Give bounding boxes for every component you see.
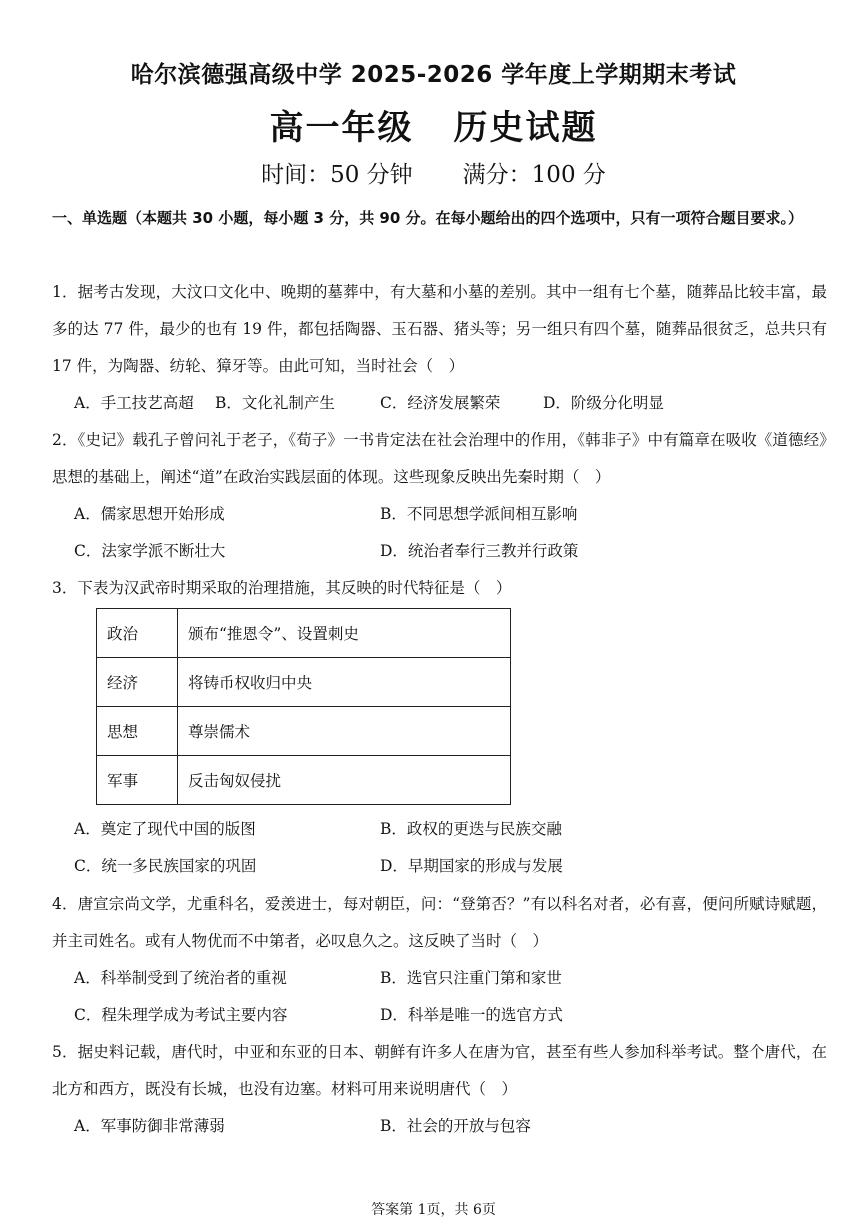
exam-meta — [0, 156, 867, 189]
table-cell-measure: 颁布“推恩令”、设置刺史 — [178, 609, 511, 658]
question-stem: 2．《史记》载孔子曾问礼于老子，《荀子》一书肯定法在社会治理中的作用，《韩非子》中有篇章在吸收《道德经》思想的基础上，阐述“道”在政治实践层面的体现。这些现象反映出先秦时期（ ） — [52, 431, 827, 486]
exam-title — [0, 100, 867, 149]
table-row — [97, 609, 511, 658]
table-cell-category: 思想 — [97, 707, 178, 756]
question-1 — [52, 274, 827, 422]
option-c[interactable]: C．经济发展繁荣 — [380, 394, 501, 412]
grade-label: 高一年级 — [269, 108, 414, 148]
options-row — [52, 496, 827, 533]
table-cell-category: 经济 — [97, 658, 178, 707]
question-4 — [52, 886, 827, 1034]
option-a[interactable]: A．科举制受到了统治者的重视 — [74, 969, 287, 987]
option-c[interactable]: C．统一多民族国家的巩固 — [74, 857, 257, 875]
option-d[interactable]: D．阶级分化明显 — [543, 394, 664, 412]
option-b[interactable]: B．社会的开放与包容 — [380, 1117, 531, 1135]
school-title: 哈尔滨德强高级中学 2025-2026 学年度上学期期末考试 — [130, 62, 737, 88]
option-b[interactable]: B．政权的更迭与民族交融 — [380, 820, 562, 838]
time-label: 时间：50 分钟 — [261, 162, 413, 188]
option-d[interactable]: D．统治者奉行三教并行政策 — [380, 542, 579, 560]
question-5 — [52, 1034, 827, 1145]
option-b[interactable]: B．不同思想学派间相互影响 — [380, 505, 578, 523]
table-row — [97, 756, 511, 805]
options-row — [52, 848, 827, 885]
question-stem: 1．据考古发现，大汶口文化中、晚期的墓葬中，有大墓和小墓的差别。其中一组有七个墓，随葬品比较丰富，最多的达 77 件，最少的也有 19 件，都包括陶器、玉石器、猪头等；另一组只有四个墓，随葬品很贫乏，总共只有 17 件，为陶器、纺轮、獐牙等。由此可知，当时社会（ ） — [52, 283, 827, 375]
options-row — [52, 960, 827, 997]
question-3-stem: 3．下表为汉武帝时期采取的治理措施，其反映的时代特征是（ ） — [52, 579, 512, 597]
table-row — [97, 707, 511, 756]
options-row — [52, 811, 827, 848]
options-row — [52, 997, 827, 1034]
options-row — [52, 533, 827, 570]
option-a[interactable]: A．奠定了现代中国的版图 — [74, 820, 256, 838]
option-b[interactable]: B．选官只注重门第和家世 — [380, 969, 562, 987]
option-b[interactable]: B．文化礼制产生 — [215, 394, 335, 412]
question-3-options — [52, 811, 827, 885]
table-cell-category: 政治 — [97, 609, 178, 658]
table-cell-measure: 反击匈奴侵扰 — [178, 756, 511, 805]
option-d[interactable]: D．早期国家的形成与发展 — [380, 857, 563, 875]
measures-table — [96, 608, 511, 805]
table-cell-measure: 尊崇儒术 — [178, 707, 511, 756]
option-a[interactable]: A．军事防御非常薄弱 — [74, 1117, 225, 1135]
option-a[interactable]: A．手工技艺高超 — [74, 394, 194, 412]
question-stem: 5．据史料记载，唐代时，中亚和东亚的日本、朝鲜有许多人在唐为官，甚至有些人参加科举考试。整个唐代，在北方和西方，既没有长城，也没有边塞。材料可用来说明唐代（ ） — [52, 1043, 827, 1098]
score-label: 满分：100 分 — [462, 162, 606, 188]
question-2 — [52, 422, 827, 570]
options-row — [52, 1108, 827, 1145]
subject-label: 历史试题 — [453, 108, 598, 148]
table-row — [97, 658, 511, 707]
option-c[interactable]: C．程朱理学成为考试主要内容 — [74, 1006, 288, 1024]
option-c[interactable]: C．法家学派不断壮大 — [74, 542, 226, 560]
section-title: 一、单选题（本题共 30 小题，每小题 3 分，共 90 分。在每小题给出的四个选项中，只有一项符合题目要求。） — [52, 209, 804, 227]
question-stem: 4．唐宣宗尚文学，尤重科名，爱羡进士，每对朝臣，问：“登第否？”有以科名对者，必有喜，便问所赋诗赋题，并主司姓名。或有人物优而不中第者，必叹息久之。这反映了当时（ ） — [52, 895, 827, 950]
option-d[interactable]: D．科举是唯一的选官方式 — [380, 1006, 563, 1024]
table-cell-category: 军事 — [97, 756, 178, 805]
table-cell-measure: 将铸币权收归中央 — [178, 658, 511, 707]
options-row — [52, 385, 827, 422]
option-a[interactable]: A．儒家思想开始形成 — [74, 505, 225, 523]
page-footer: 答案第 1页，共 6页 — [371, 1202, 496, 1218]
